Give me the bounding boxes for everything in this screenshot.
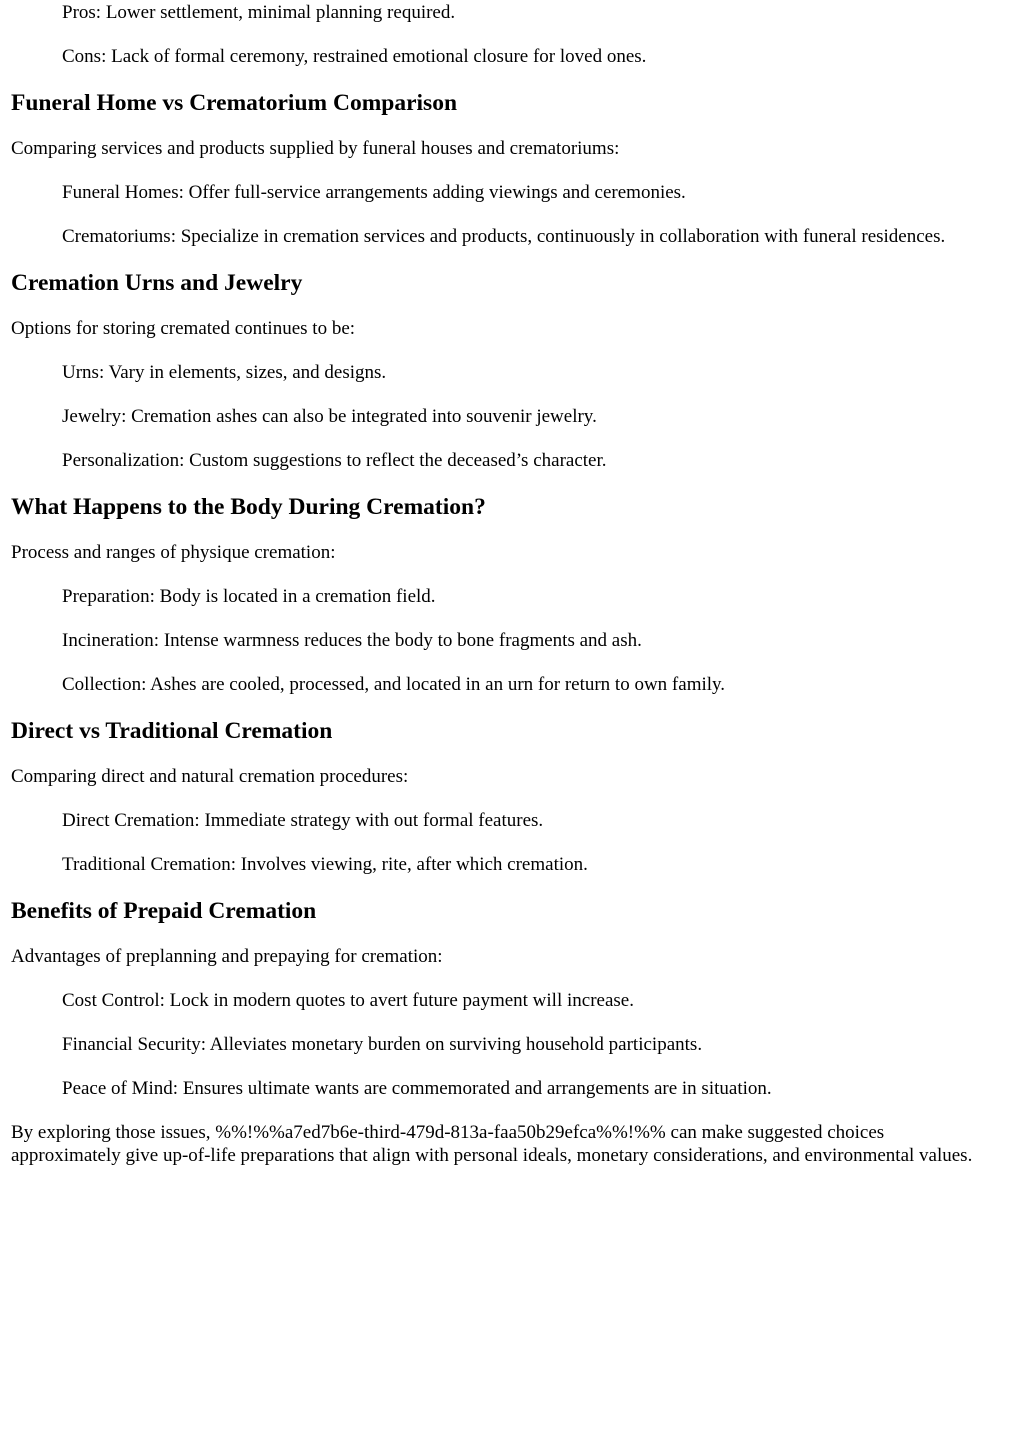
closing-paragraph: By exploring those issues, %%!%%a7ed7b6e-third-479d-813a-faa50b29efca%%!%% can make suggested choices approximately give up-of-life preparations that align with personal ideals, monetary considerations, and environmental values. [11, 1122, 973, 1166]
list-item: Incineration: Intense warmness reduces the body to bone fragments and ash. [62, 630, 642, 651]
section-prepaid-cremation-benefits [11, 897, 998, 1100]
section-intro: Process and ranges of physique cremation: [11, 542, 336, 563]
list-item: Pros: Lower settlement, minimal planning required. [62, 2, 456, 23]
list-item: Urns: Vary in elements, sizes, and designs. [62, 362, 387, 383]
list-item: Direct Cremation: Immediate strategy with out formal features. [62, 810, 544, 831]
section-body-during-cremation [11, 493, 998, 696]
list-item: Preparation: Body is located in a cremation field. [62, 586, 436, 607]
section-urns-and-jewelry [11, 269, 998, 472]
section-heading: Benefits of Prepaid Cremation [11, 898, 317, 924]
section-heading: Direct vs Traditional Cremation [11, 718, 333, 744]
section-intro: Options for storing cremated continues to be: [11, 318, 356, 339]
list-item: Personalization: Custom suggestions to reflect the deceased’s character. [62, 450, 607, 471]
section-heading: Funeral Home vs Crematorium Comparison [11, 90, 458, 116]
list-item: Jewelry: Cremation ashes can also be integrated into souvenir jewelry. [62, 406, 597, 427]
list-item: Collection: Ashes are cooled, processed, and located in an urn for return to own family. [62, 674, 726, 695]
list-item: Financial Security: Alleviates monetary burden on surviving household participants. [62, 1034, 703, 1055]
list-item: Crematoriums: Specialize in cremation services and products, continuously in collaboration with funeral residences. [62, 226, 946, 247]
section-intro: Comparing direct and natural cremation procedures: [11, 766, 409, 787]
section-intro: Comparing services and products supplied by funeral houses and crematoriums: [11, 138, 620, 159]
section-funeral-home-vs-crematorium [11, 89, 998, 248]
list-item: Peace of Mind: Ensures ultimate wants are commemorated and arrangements are in situation. [62, 1078, 772, 1099]
section-heading: Cremation Urns and Jewelry [11, 270, 303, 296]
section-direct-vs-traditional [11, 717, 998, 876]
section-heading: What Happens to the Body During Cremation? [11, 494, 486, 520]
list-item: Traditional Cremation: Involves viewing, rite, after which cremation. [62, 854, 588, 875]
list-item: Cost Control: Lock in modern quotes to avert future payment will increase. [62, 990, 634, 1011]
list-item: Funeral Homes: Offer full-service arrangements adding viewings and ceremonies. [62, 182, 686, 203]
section-intro: Advantages of preplanning and prepaying for cremation: [11, 946, 443, 967]
list-item: Cons: Lack of formal ceremony, restrained emotional closure for loved ones. [62, 46, 647, 67]
